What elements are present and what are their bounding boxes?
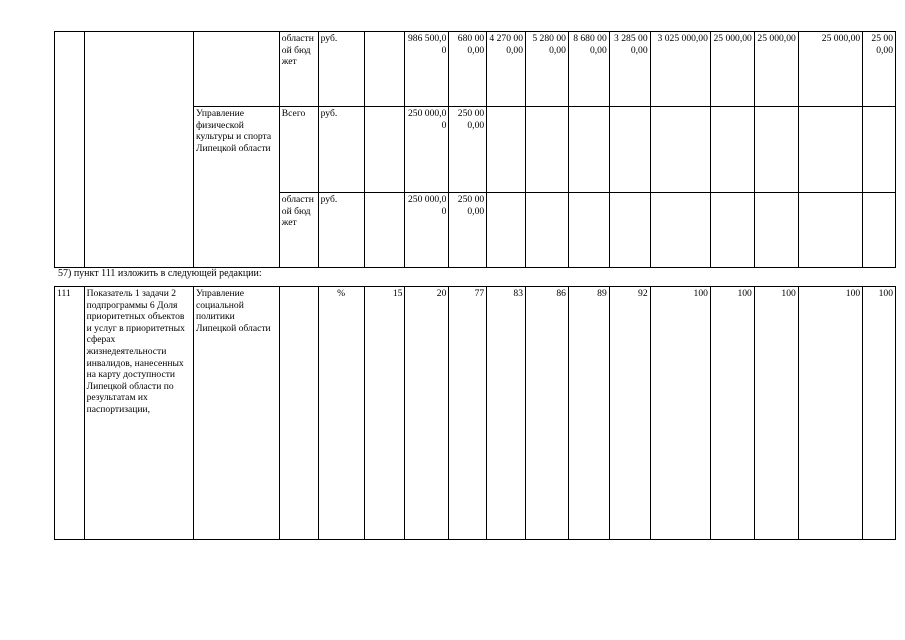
value-cell xyxy=(710,193,754,268)
value-cell: 77 xyxy=(449,287,487,540)
value-cell: 86 xyxy=(526,287,569,540)
fund-cell xyxy=(279,287,318,540)
value-cell: 20 xyxy=(405,287,449,540)
value-cell: 100 xyxy=(710,287,754,540)
unit-cell: руб. xyxy=(318,193,364,268)
fund-cell: областной бюджет xyxy=(279,193,318,268)
indicator-cell: Показатель 1 задачи 2 подпрограммы 6 Доля приоритетных объектов и услуг в приоритетных сферах жизнедеятельности инвалидов, нанесенных на карту доступности Липецкой области по результатам их паспортизации, xyxy=(84,287,193,540)
value-cell xyxy=(487,107,526,193)
base-value-cell xyxy=(364,32,405,107)
value-cell xyxy=(650,107,710,193)
base-value-cell xyxy=(364,193,405,268)
value-cell: 100 xyxy=(650,287,710,540)
executor-cell: Управление социальной политики Липецкой области xyxy=(193,287,279,540)
value-cell xyxy=(863,193,896,268)
value-cell: 3 285 000,00 xyxy=(609,32,650,107)
value-cell: 100 xyxy=(798,287,862,540)
value-cell: 83 xyxy=(487,287,526,540)
unit-cell: руб. xyxy=(318,107,364,193)
value-cell xyxy=(609,107,650,193)
value-cell: 25 000,00 xyxy=(863,32,896,107)
value-cell: 4 270 000,00 xyxy=(487,32,526,107)
value-cell xyxy=(526,107,569,193)
value-cell xyxy=(863,107,896,193)
amendment-note: 57) пункт 111 изложить в следующей редакции: xyxy=(58,268,262,279)
fund-cell: Всего xyxy=(279,107,318,193)
executor-cell: Управление физической культуры и спорта Липецкой области xyxy=(193,107,279,268)
value-cell xyxy=(798,107,862,193)
indicator-table xyxy=(54,286,896,540)
value-cell xyxy=(568,107,609,193)
value-cell: 680 000,00 xyxy=(449,32,487,107)
value-cell xyxy=(650,193,710,268)
value-cell xyxy=(754,193,798,268)
value-cell xyxy=(609,193,650,268)
fund-cell: областной бюджет xyxy=(279,32,318,107)
value-cell: 250 000,00 xyxy=(449,107,487,193)
value-cell: 3 025 000,00 xyxy=(650,32,710,107)
value-cell xyxy=(798,193,862,268)
value-cell: 100 xyxy=(863,287,896,540)
financing-table xyxy=(54,31,896,268)
value-cell: 25 000,00 xyxy=(798,32,862,107)
value-cell xyxy=(754,107,798,193)
indicator-cell xyxy=(84,32,193,268)
value-cell: 25 000,00 xyxy=(710,32,754,107)
value-cell: 250 000,00 xyxy=(405,193,449,268)
unit-cell: руб. xyxy=(318,32,364,107)
value-cell: 92 xyxy=(609,287,650,540)
table-row xyxy=(55,32,896,107)
value-cell xyxy=(526,193,569,268)
value-cell xyxy=(487,193,526,268)
executor-cell xyxy=(193,32,279,107)
value-cell xyxy=(568,193,609,268)
value-cell: 250 000,00 xyxy=(405,107,449,193)
table-row xyxy=(55,287,896,540)
base-value-cell xyxy=(364,107,405,193)
value-cell: 986 500,00 xyxy=(405,32,449,107)
number-cell: 111 xyxy=(55,287,85,540)
value-cell: 15 xyxy=(364,287,405,540)
value-cell: 25 000,00 xyxy=(754,32,798,107)
value-cell: 8 680 000,00 xyxy=(568,32,609,107)
value-cell: 250 000,00 xyxy=(449,193,487,268)
unit-cell: % xyxy=(318,287,364,540)
value-cell: 100 xyxy=(754,287,798,540)
value-cell: 5 280 000,00 xyxy=(526,32,569,107)
number-cell xyxy=(55,32,85,268)
value-cell xyxy=(710,107,754,193)
value-cell: 89 xyxy=(568,287,609,540)
